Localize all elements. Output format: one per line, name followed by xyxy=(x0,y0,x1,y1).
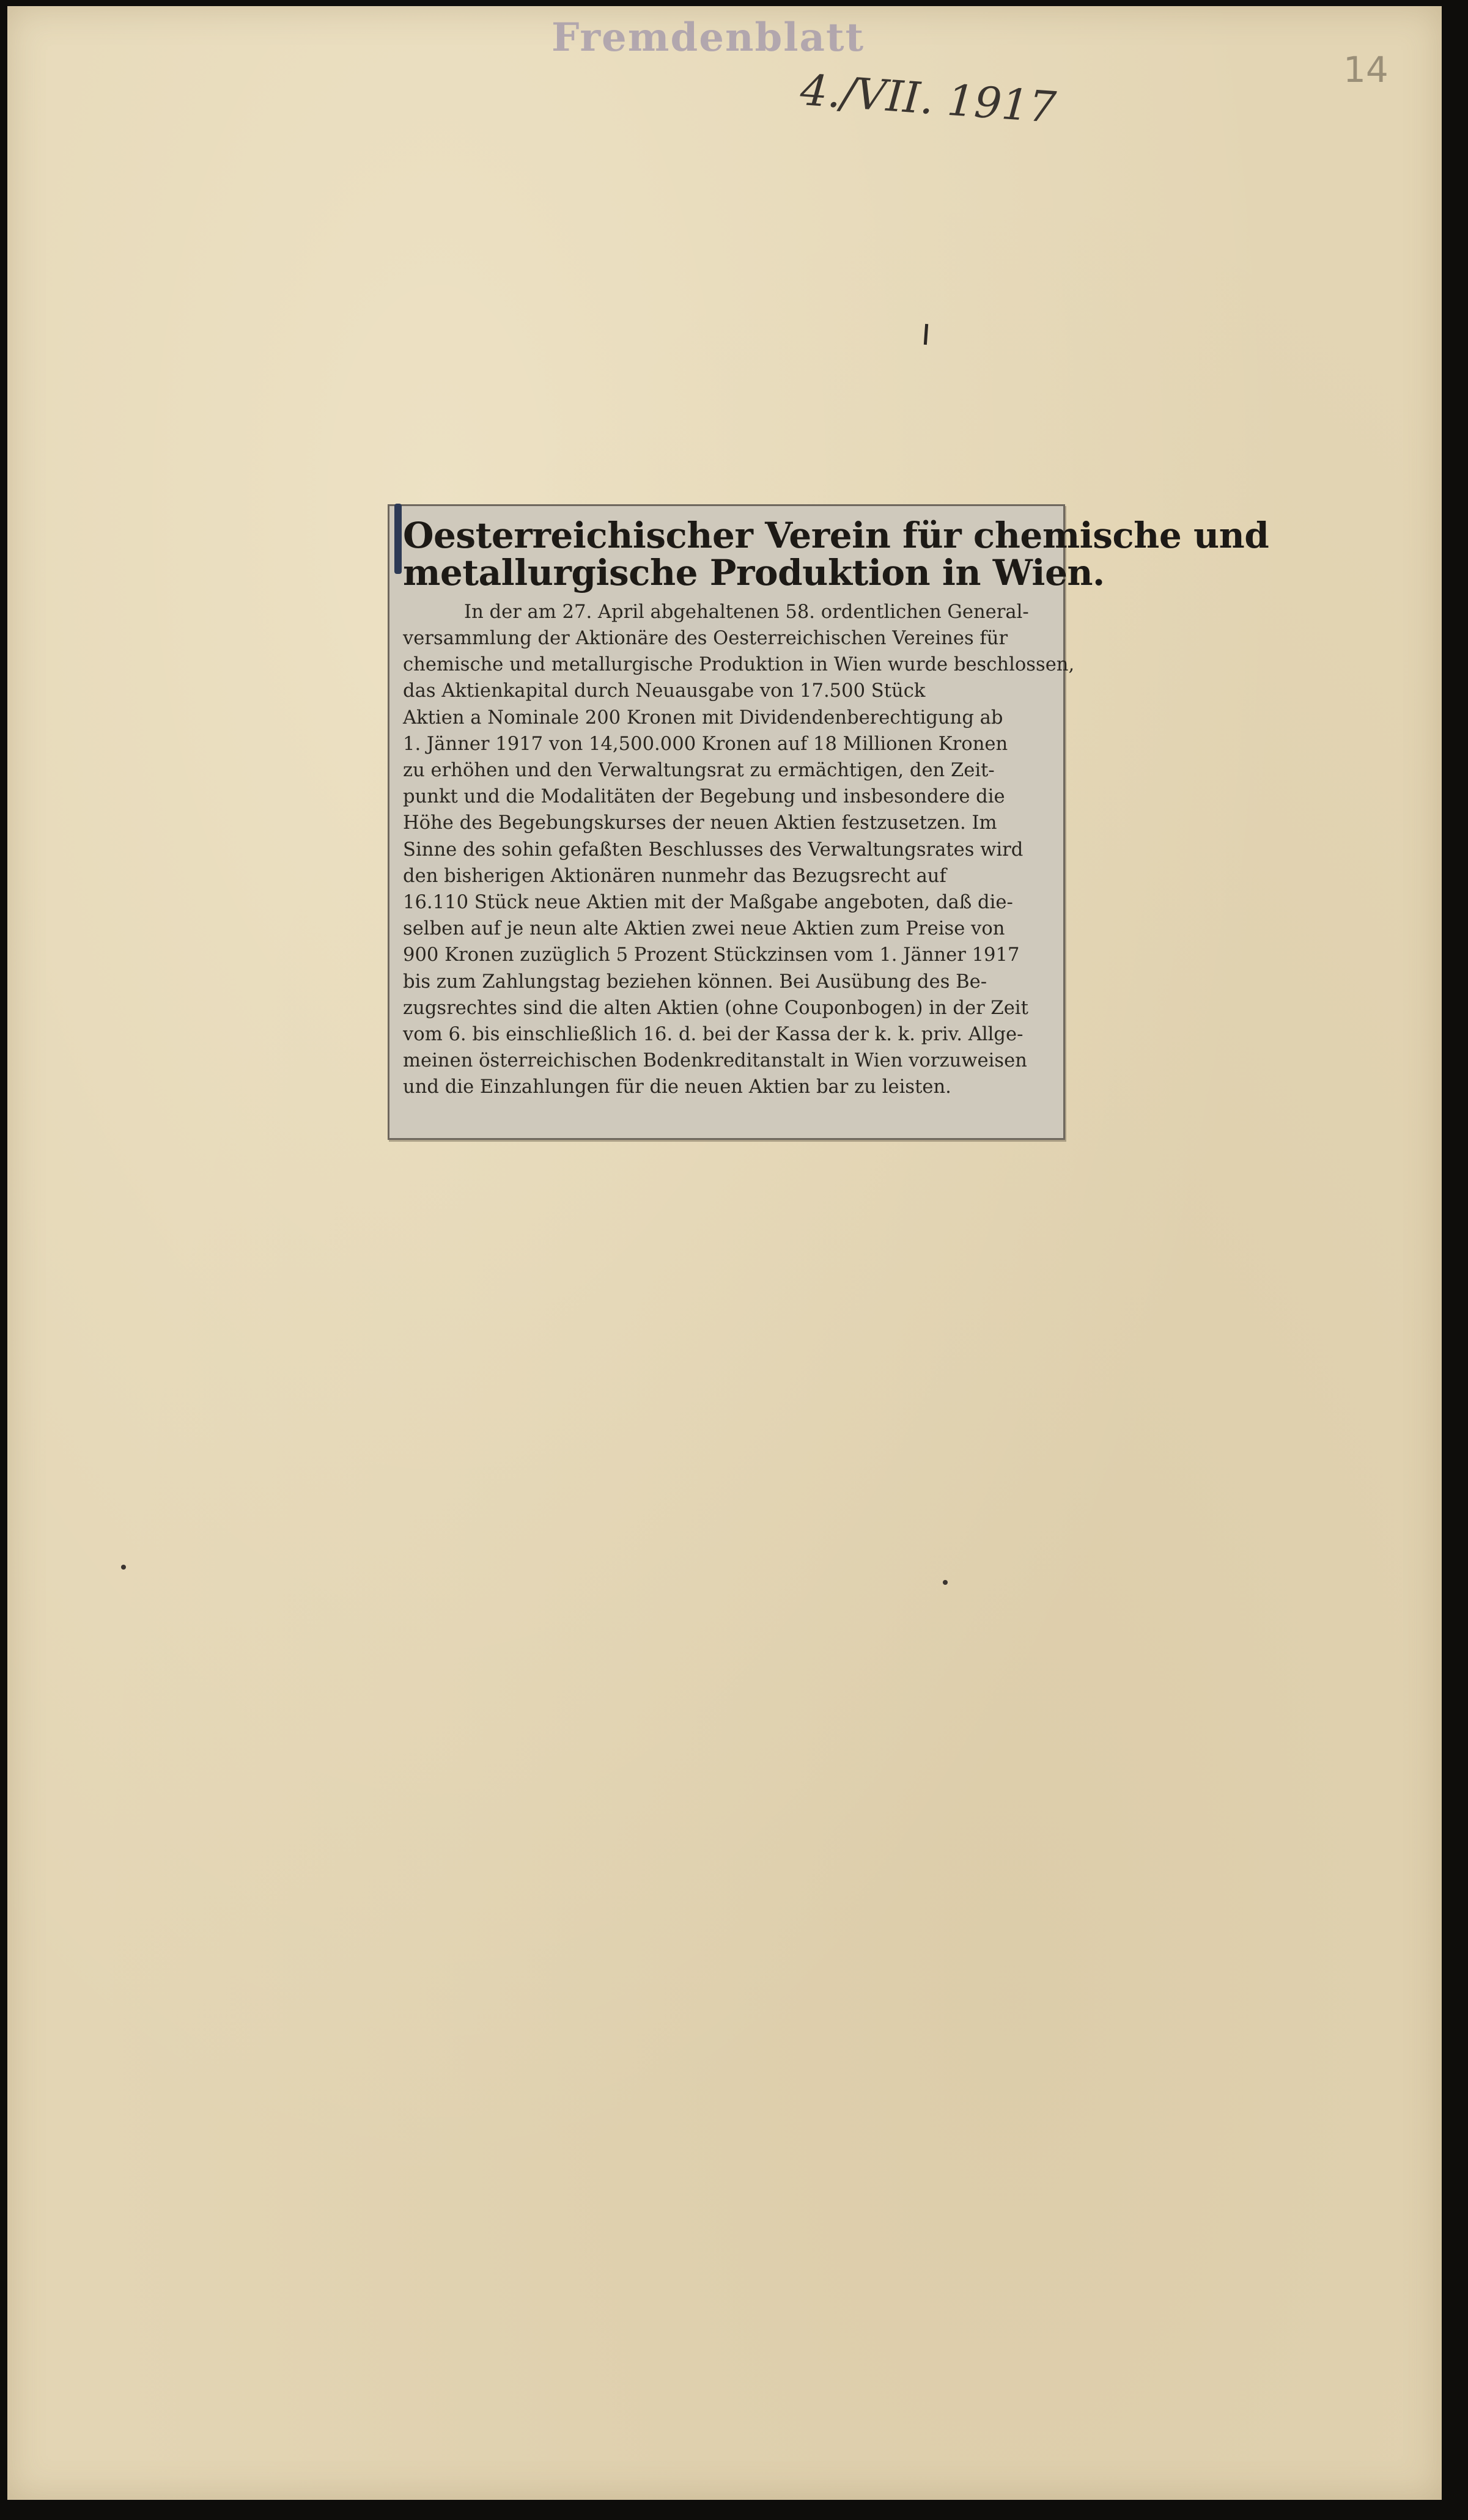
paper-speck xyxy=(943,1580,948,1585)
body-line: Sinne des sohin gefaßten Beschlusses des Verwaltungsrates wird xyxy=(403,839,1024,861)
newspaper-stamp: Fremdenblatt xyxy=(551,15,865,61)
ink-mark xyxy=(394,504,402,574)
body-line: zugsrechtes sind die alten Aktien (ohne Couponbogen) in der Zeit xyxy=(403,997,1028,1019)
body-line: 1. Jänner 1917 von 14,500.000 Kronen auf 18 Millionen Kronen xyxy=(403,733,1008,755)
body-line: vom 6. bis einschließlich 16. d. bei der Kassa der k. k. priv. Allge- xyxy=(403,1024,1024,1046)
body-line: den bisherigen Aktionären nunmehr das Bezugsrecht auf xyxy=(403,865,946,887)
body-line: chemische und metallurgische Produktion in Wien wurde beschlossen, xyxy=(403,654,1075,676)
body-line: punkt und die Modalitäten der Begebung und insbesondere die xyxy=(403,786,1005,808)
headline-line: Oesterreichischer Verein für chemische und xyxy=(403,515,1269,556)
body-line: das Aktienkapital durch Neuausgabe von 17.500 Stück xyxy=(403,680,926,702)
body-line: selben auf je neun alte Aktien zwei neue Aktien zum Preise von xyxy=(403,918,1005,940)
body-line: 16.110 Stück neue Aktien mit der Maßgabe angeboten, daß die- xyxy=(403,892,1013,914)
headline-line: metallurgische Produktion in Wien. xyxy=(403,551,1105,593)
handwritten-date: 4./VII. 1917 xyxy=(799,65,1058,133)
clipping-headline xyxy=(403,515,1269,593)
body-line: Aktien a Nominale 200 Kronen mit Dividendenberechtigung ab xyxy=(403,707,1003,729)
archive-sheet xyxy=(7,6,1442,2500)
page-number: 14 xyxy=(1343,49,1389,90)
body-line: zu erhöhen und den Verwaltungsrat zu ermächtigen, den Zeit- xyxy=(403,760,995,781)
article-body xyxy=(403,599,1075,1101)
newspaper-clipping xyxy=(388,504,1269,1140)
body-line: 900 Kronen zuzüglich 5 Prozent Stückzinsen vom 1. Jänner 1917 xyxy=(403,944,1020,966)
body-line: und die Einzahlungen für die neuen Aktien bar zu leisten. xyxy=(403,1076,951,1098)
body-line: bis zum Zahlungstag beziehen können. Bei Ausübung des Be- xyxy=(403,971,987,993)
body-line: versammlung der Aktionäre des Oesterreichischen Vereines für xyxy=(403,627,1008,649)
paper-speck xyxy=(121,1565,126,1570)
pencil-mark xyxy=(924,324,928,345)
body-line: meinen österreichischen Bodenkreditanstalt in Wien vorzuweisen xyxy=(403,1050,1027,1072)
body-line: In der am 27. April abgehaltenen 58. ordentlichen General- xyxy=(464,601,1029,623)
body-line: Höhe des Begebungskurses der neuen Aktien festzusetzen. Im xyxy=(403,812,997,834)
